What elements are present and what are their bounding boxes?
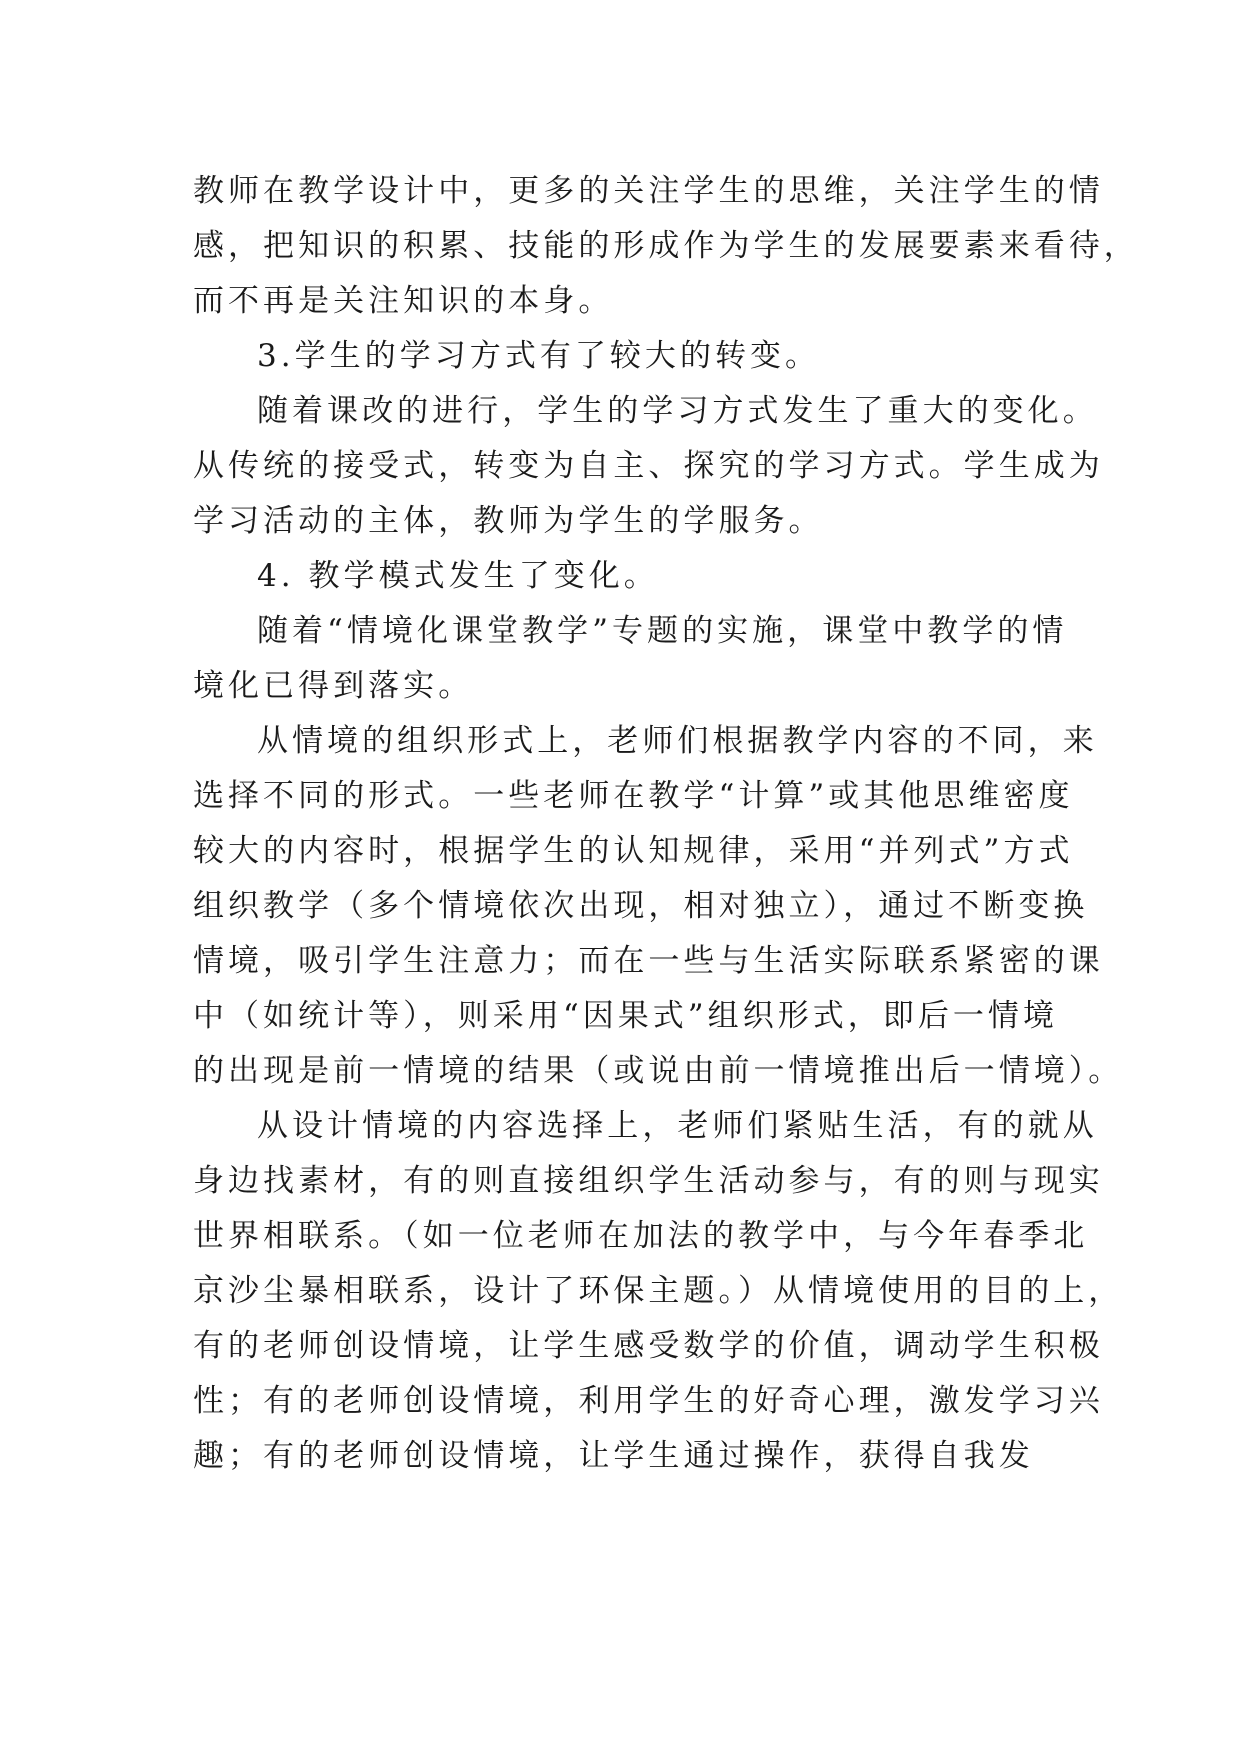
text-line: 有的老师创设情境，让学生感受数学的价值，调动学生积极 (193, 1328, 1104, 1364)
text-line: 趣；有的老师创设情境，让学生通过操作，获得自我发 (193, 1438, 1034, 1474)
text-line: 从设计情境的内容选择上，老师们紧贴生活，有的就从 (257, 1108, 1098, 1144)
text-line: 组织教学（多个情境依次出现，相对独立），通过不断变换 (193, 888, 1089, 924)
text-line: 世界相联系。（如一位老师在加法的教学中，与今年春季北 (193, 1218, 1089, 1254)
text-line: 教师在教学设计中，更多的关注学生的思维，关注学生的情 (193, 173, 1104, 209)
text-line: 情境，吸引学生注意力；而在一些与生活实际联系紧密的课 (193, 943, 1104, 979)
text-line: 选择不同的形式。一些老师在教学“计算”或其他思维密度 (193, 778, 1074, 814)
text-line: 京沙尘暴相联系，设计了环保主题。）从情境使用的目的上， (193, 1273, 1124, 1309)
text-line: 中（如统计等），则采用“因果式”组织形式，即后一情境 (193, 998, 1058, 1034)
text-line: 感，把知识的积累、技能的形成作为学生的发展要素来看待， (193, 228, 1139, 264)
text-line: 随着“情境化课堂教学”专题的实施，课堂中教学的情 (257, 613, 1068, 649)
text-line: 随着课改的进行，学生的学习方式发生了重大的变化。 (257, 393, 1098, 429)
text-line: 从传统的接受式，转变为自主、探究的学习方式。学生成为 (193, 448, 1104, 484)
text-line: 境化已得到落实。 (193, 668, 474, 704)
section-heading: 3.学生的学习方式有了较大的转变。 (257, 338, 821, 374)
text-line: 学习活动的主体，教师为学生的学服务。 (193, 503, 824, 539)
section-heading: 4. 教学模式发生了变化。 (257, 558, 659, 594)
text-line: 而不再是关注知识的本身。 (193, 283, 614, 319)
text-line: 性；有的老师创设情境，利用学生的好奇心理，激发学习兴 (193, 1383, 1104, 1419)
text-line: 身边找素材，有的则直接组织学生活动参与，有的则与现实 (193, 1163, 1104, 1199)
body-text (193, 164, 1139, 1484)
text-line: 较大的内容时，根据学生的认知规律，采用“并列式”方式 (193, 833, 1074, 869)
text-line: 的出现是前一情境的结果（或说由前一情境推出后一情境）。 (193, 1053, 1124, 1089)
text-line: 从情境的组织形式上，老师们根据教学内容的不同，来 (257, 723, 1098, 759)
